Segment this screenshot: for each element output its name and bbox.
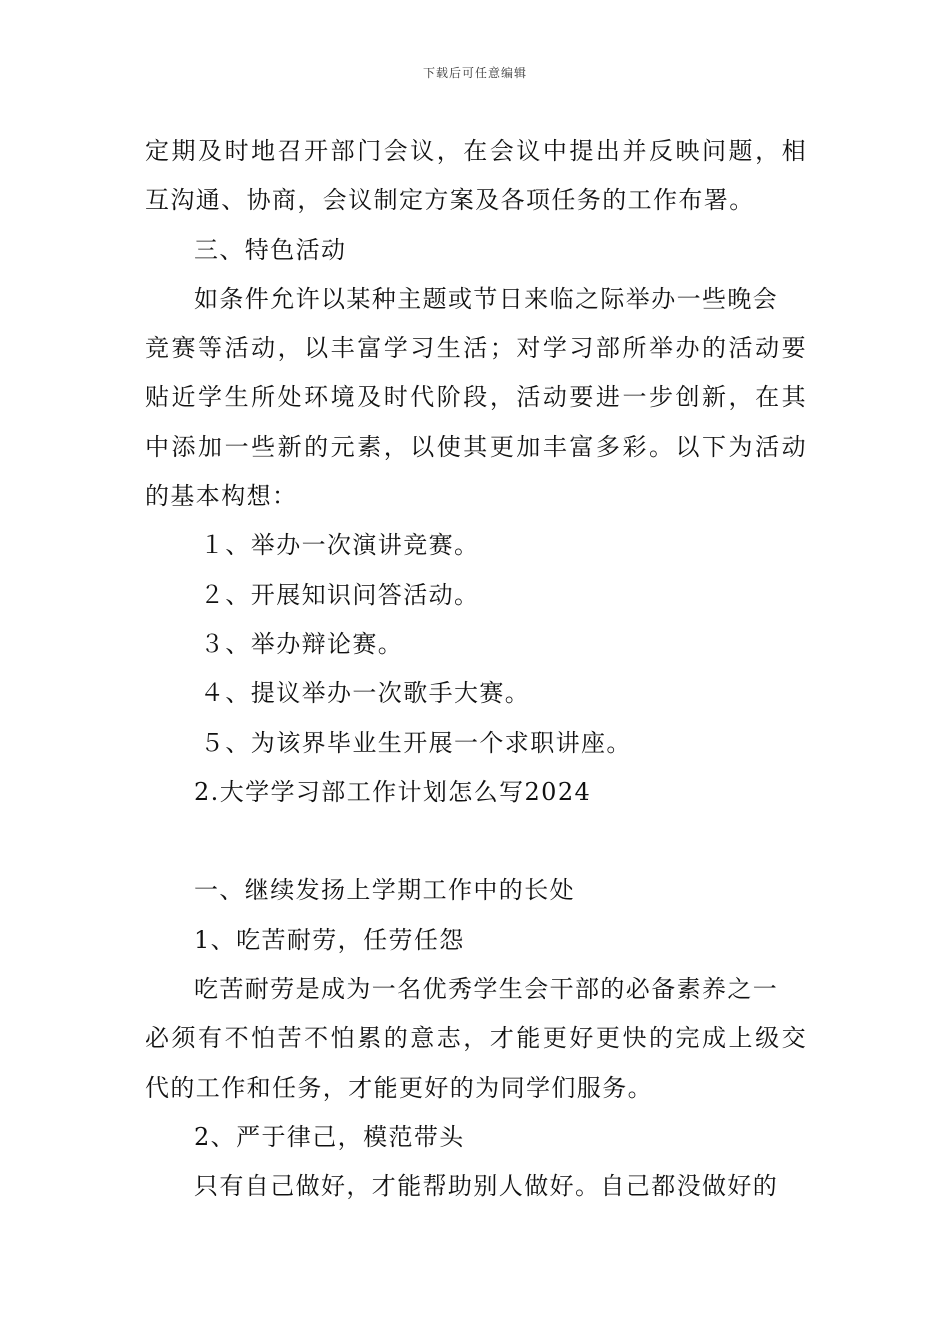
document-title: 2.大学学习部工作计划怎么写2024 — [194, 777, 592, 806]
blank-line — [145, 817, 807, 866]
page-header: 下载后可任意编辑 — [422, 66, 527, 80]
list-item: ４、提议举办一次歌手大赛。 — [200, 679, 531, 708]
paragraph-line: 代的工作和任务，才能更好的为同学们服务。 — [145, 1073, 653, 1102]
list-item: ５、为该界毕业生开展一个求职讲座。 — [200, 728, 632, 757]
paragraph-line: 定期及时地召开部门会议，在会议中提出并反映问题，相 — [145, 137, 807, 165]
subsection-heading: 1、吃苦耐劳，任劳任怨 — [194, 925, 465, 954]
paragraph-line: 贴近学生所处环境及时代阶段，活动要进一步创新，在其 — [145, 383, 807, 412]
paragraph-line: 必须有不怕苦不怕累的意志，才能更好更快的完成上级交 — [145, 1024, 807, 1053]
paragraph-line: 吃苦耐劳是成为一名优秀学生会干部的必备素养之一 — [194, 975, 779, 1004]
section-heading: 一、继续发扬上学期工作中的长处 — [194, 876, 575, 905]
subsection-heading: 2、严于律己，模范带头 — [194, 1122, 465, 1151]
list-item: ３、举办辩论赛。 — [200, 629, 404, 658]
paragraph-line: 竞赛等活动，以丰富学习生活；对学习部所举办的活动要 — [145, 334, 807, 363]
section-heading: 三、特色活动 — [194, 235, 347, 264]
list-item: １、举办一次演讲竞赛。 — [200, 531, 480, 560]
paragraph-line: 的基本构想： — [145, 482, 298, 511]
paragraph-line: 互沟通、协商，会议制定方案及各项任务的工作布署。 — [145, 186, 755, 215]
paragraph-line: 只有自己做好，才能帮助别人做好。自己都没做好的 — [194, 1172, 779, 1201]
document-body — [145, 127, 807, 1212]
paragraph-line: 中添加一些新的元素，以使其更加丰富多彩。以下为活动 — [145, 432, 807, 461]
list-item: ２、开展知识问答活动。 — [200, 580, 480, 609]
paragraph-line: 如条件允许以某种主题或节日来临之际举办一些晚会 — [194, 284, 779, 313]
